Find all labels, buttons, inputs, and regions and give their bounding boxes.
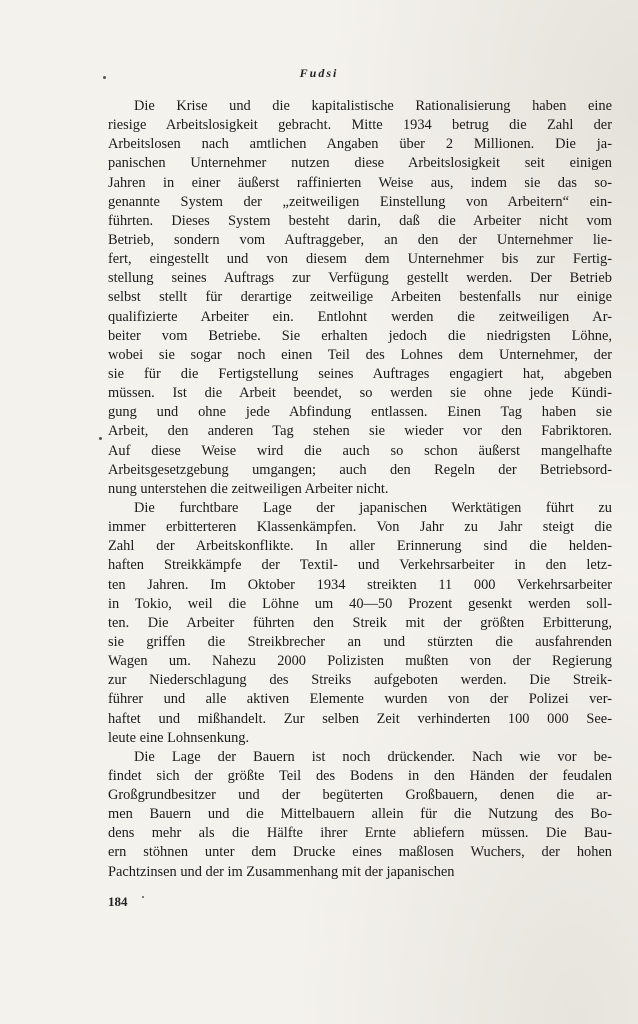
text-line: panischen Unternehmer nutzen diese Arbeitslosigkeit seit einigen (108, 155, 612, 172)
text-line: selbst stellt für derartige zeitweilige Arbeiten bestenfalls nur einige (108, 289, 612, 306)
text-line: ern stöhnen unter dem Drucke eines maßlosen Wuchers, der hohen (108, 844, 612, 861)
text-line: führer und alle aktiven Elemente wurden von der Polizei ver- (108, 691, 612, 708)
body-text (108, 97, 612, 882)
text-line: riesige Arbeitslosigkeit gebracht. Mitte 1934 betrug die Zahl der (108, 117, 612, 134)
text-line: gung und ohne jede Abfindung entlassen. Einen Tag haben sie (108, 404, 612, 421)
print-speck (99, 437, 102, 440)
text-line: Arbeitslosen nach amtlichen Angaben über 2 Millionen. Die ja- (108, 136, 612, 153)
text-line: haften Streikkämpfe der Textil- und Verkehrsarbeiter in den letz- (108, 557, 612, 574)
text-line: wobei sie sogar noch einen Teil des Lohnes dem Unternehmer, der (108, 346, 612, 363)
text-line: ten. Die Arbeiter führten den Streik mit der größten Erbitterung, (108, 614, 612, 631)
text-line: ten Jahren. Im Oktober 1934 streikten 11 000 Verkehrsarbeiter (108, 576, 612, 593)
text-line: leute eine Lohnsenkung. (108, 729, 250, 746)
text-line: Auf diese Weise wird die auch so schon äußerst mangelhafte (108, 442, 612, 459)
text-line: dens mehr als die Hälfte ihrer Ernte abliefern müssen. Die Bau- (108, 825, 612, 842)
text-line: sie griffen die Streikbrecher an und stürzten die ausfahrenden (108, 633, 612, 650)
text-line: Wagen um. Nahezu 2000 Polizisten mußten von der Regierung (108, 653, 612, 670)
text-line: haftet und mißhandelt. Zur selben Zeit verhinderten 100 000 See- (108, 710, 612, 727)
text-line: genannte System der „zeitweiligen Einstellung von Arbeitern“ ein- (108, 193, 612, 210)
text-line: Arbeit, den anderen Tag stehen sie wieder vor den Fabriktoren. (108, 423, 612, 440)
text-line: qualifizierte Arbeiter ein. Entlohnt werden die zeitweiligen Ar- (108, 308, 612, 325)
text-line: Betrieb, sondern vom Auftraggeber, an den der Unternehmer lie- (108, 231, 612, 248)
print-speck (142, 896, 144, 898)
text-line: men Bauern und die Mittelbauern allein für die Nutzung des Bo- (108, 806, 612, 823)
page-number: 184 (108, 894, 128, 909)
text-line: Zahl der Arbeitskonflikte. In aller Erinnerung sind die helden- (108, 538, 612, 555)
text-line: Jahren in einer äußerst raffinierten Weise aus, indem sie das so- (108, 174, 612, 191)
text-line: immer erbitterteren Klassenkämpfen. Von Jahr zu Jahr steigt die (108, 519, 612, 536)
text-line: stellung seines Auftrags zur Verfügung gestellt werden. Der Betrieb (108, 270, 612, 287)
text-line: führten. Dieses System besteht darin, daß die Arbeiter nicht vom (108, 212, 612, 229)
paragraph-3 (108, 748, 612, 882)
text-line: beiter vom Betriebe. Sie erhalten jedoch die niedrigsten Löhne, (108, 327, 612, 344)
running-head: Fudsi (299, 66, 339, 80)
print-speck (103, 76, 106, 79)
text-line: müssen. Ist die Arbeit beendet, so werden sie ohne jede Kündi- (108, 385, 612, 402)
text-line: in Tokio, weil die Löhne um 40—50 Prozent gesenkt werden soll- (108, 595, 612, 612)
text-line: Pachtzinsen und der im Zusammenhang mit der japanischen (108, 863, 455, 880)
text-line: findet sich der größte Teil des Bodens in den Händen der feudalen (108, 767, 612, 784)
text-line: Die furchtbare Lage der japanischen Werktätigen führt zu (134, 499, 612, 516)
paragraph-1 (108, 97, 612, 499)
text-line: nung unterstehen die zeitweiligen Arbeiter nicht. (108, 480, 389, 497)
text-line: fert, eingestellt und von diesem dem Unternehmer bis zur Fertig- (108, 251, 612, 268)
paragraph-2 (108, 499, 612, 748)
text-line: zur Niederschlagung des Streiks aufgeboten werden. Die Streik- (108, 672, 612, 689)
text-line: sie für die Fertigstellung seines Auftrages engagiert hat, abgeben (108, 365, 612, 382)
text-line: Die Lage der Bauern ist noch drückender. Nach wie vor be- (134, 748, 612, 765)
text-line: Großgrundbesitzer und der begüterten Großbauern, denen die ar- (108, 787, 612, 804)
text-line: Die Krise und die kapitalistische Rationalisierung haben eine (134, 98, 612, 114)
text-line: Arbeitsgesetzgebung umgangen; auch den Regeln der Betriebsord- (108, 461, 612, 478)
